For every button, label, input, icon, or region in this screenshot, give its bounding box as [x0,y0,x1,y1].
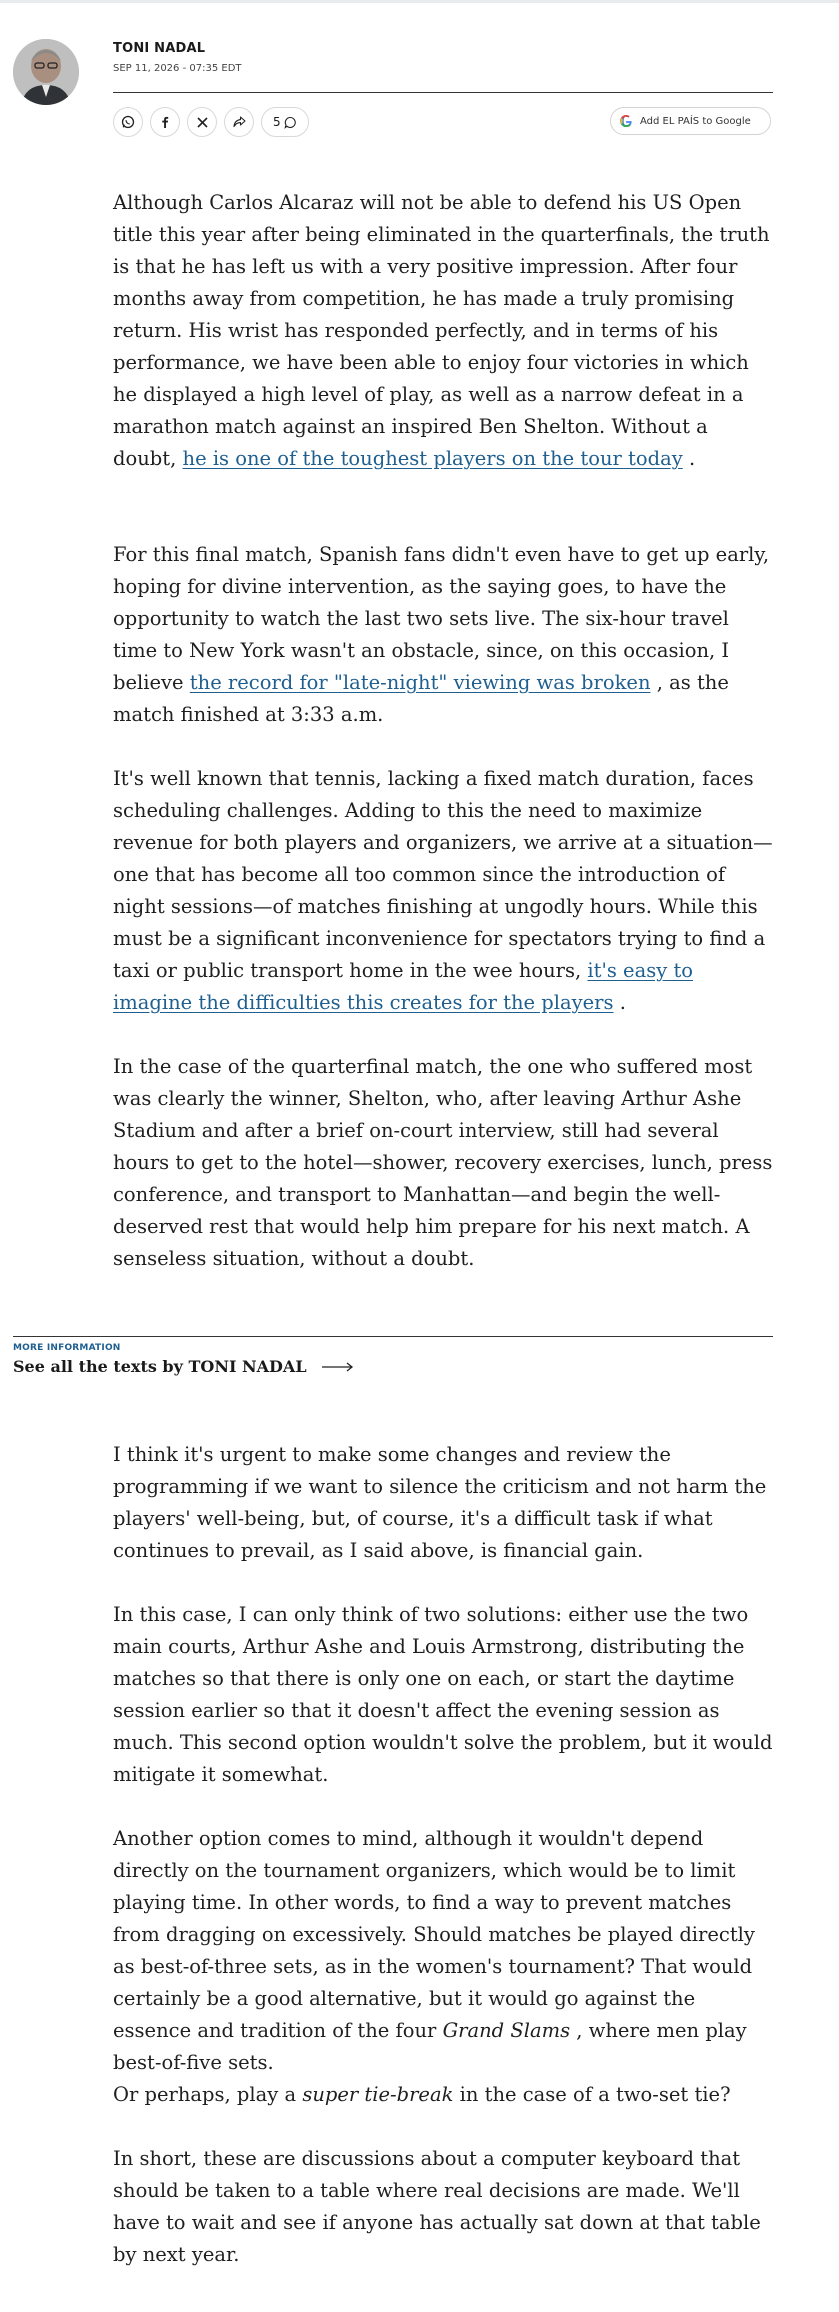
article-paragraph-1 [113,187,773,475]
comment-count: 5 [273,115,281,129]
whatsapp-icon [121,115,135,129]
more-information-label: MORE INFORMATION [13,1343,121,1353]
google-icon [619,114,633,128]
grand-slams-emphasis: Grand Slams [442,2019,571,2042]
more-texts-link[interactable] [13,1357,355,1376]
author-photo [13,39,79,105]
paragraph-text: , where men play best-of-five sets. [113,2019,747,2074]
paragraph-text: Another option comes to mind, although it wouldn't depend directly on the tournament organizers, which would be to limit playing time. In other words, to find a way to prevent matches from dragging on excessively. Should matches be played directly as best-of-three sets, as in the women's tournament? That would certainly be a good alternative, but it would go against the essence and tradition of the four [113,1827,755,2042]
difficulties-link[interactable]: it's easy to imagine the difficulties this creates for the players [113,959,694,1014]
article-paragraph-9: In short, these are discussions about a computer keyboard that should be taken to a table where real decisions are made. We'll have to wait and see if anyone has actually sat down at that table by next year. [113,2147,761,2266]
paragraph-text: For this final match, Spanish fans didn't even have to get up early, hoping for divine intervention, as the saying goes, to have the opportunity to watch the last two sets live. The six-hour travel time to New York wasn't an obstacle, since, on this occasion, I believe [113,543,770,694]
comment-bubble-icon [284,116,297,129]
google-label: Add EL PAÍS to Google [640,115,751,127]
arrow-right-icon [321,1362,355,1372]
paragraph-text: Or perhaps, play a [113,2083,297,2106]
paragraph-text: Although Carlos Alcaraz will not be able to defend his US Open title this year after being eliminated in the quarterfinals, the truth is that he has left us with a very positive impression. After four months away from competition, he has made a truly promising return. His wrist has responded perfectly, and in terms of his performance, we have been able to enjoy four victories in which he displayed a high level of play, as well as a narrow defeat in a marathon match against an inspired Ben Shelton. Without a doubt, [113,191,770,470]
article-paragraph-5: I think it's urgent to make some changes and review the programming if we want to silence the criticism and not harm the players' well-being, but, of course, it's a difficult task if what continues to prevail, as I said above, is financial gain. [113,1443,767,1562]
paragraph-text: , as the match finished at 3:33 a.m. [113,671,729,726]
facebook-share-button[interactable] [150,107,180,137]
toughest-players-link[interactable]: he is one of the toughest players on the tour today [182,447,683,470]
top-border [0,0,839,3]
article-paragraph-7 [113,1823,773,2079]
paragraph-text: in the case of a two-set tie? [459,2083,731,2106]
x-share-button[interactable] [187,107,217,137]
share-arrow-icon [232,115,247,129]
more-info-divider [13,1336,773,1337]
x-icon [196,116,209,129]
paragraph-text: . [619,991,626,1014]
whatsapp-share-button[interactable] [113,107,143,137]
add-to-google-button[interactable] [610,107,771,135]
header-divider [113,92,773,93]
share-button[interactable] [224,107,254,137]
article-paragraph-6: In this case, I can only think of two solutions: either use the two main courts, Arthur Ashe and Louis Armstrong, distributing the matches so that there is only one on each, or start the daytime session earlier so that it doesn't affect the evening session as much. This second option wouldn't solve the problem, but it would mitigate it somewhat. [113,1603,773,1786]
super-tie-break-emphasis: super tie-break [302,2083,454,2106]
late-night-record-link[interactable]: the record for "late-night" viewing was broken [189,671,651,694]
comments-button[interactable] [261,107,309,137]
paragraph-text: It's well known that tennis, lacking a fixed match duration, faces scheduling challenges. Adding to this the need to maximize revenue for both players and organizers, we arrive at a situation—one that has become all too common since the introduction of night sessions—of matches finishing at ungodly hours. While this must be a significant inconvenience for spectators trying to find a taxi or public transport home in the wee hours, [113,767,773,982]
facebook-icon [158,115,172,129]
article-paragraph-8 [113,2079,773,2111]
publish-date: SEP 11, 2026 - 07:35 EDT [113,63,242,74]
share-bar [113,107,309,137]
more-texts-label: See all the texts by TONI NADAL [13,1357,307,1376]
author-avatar[interactable] [13,39,79,105]
article-paragraph-2 [113,539,773,731]
author-name[interactable]: TONI NADAL [113,41,206,56]
paragraph-text: . [688,447,696,470]
article-paragraph-3 [113,763,773,1019]
article-paragraph-4: In the case of the quarterfinal match, the one who suffered most was clearly the winner, Shelton, who, after leaving Arthur Ashe Stadium and after a brief on-court interview, still had several hours to get to the hotel—shower, recovery exercises, lunch, press conference, and transport to Manhattan—and begin the well-deserved rest that would help him prepare for his next match. A senseless situation, without a doubt. [113,1055,773,1270]
